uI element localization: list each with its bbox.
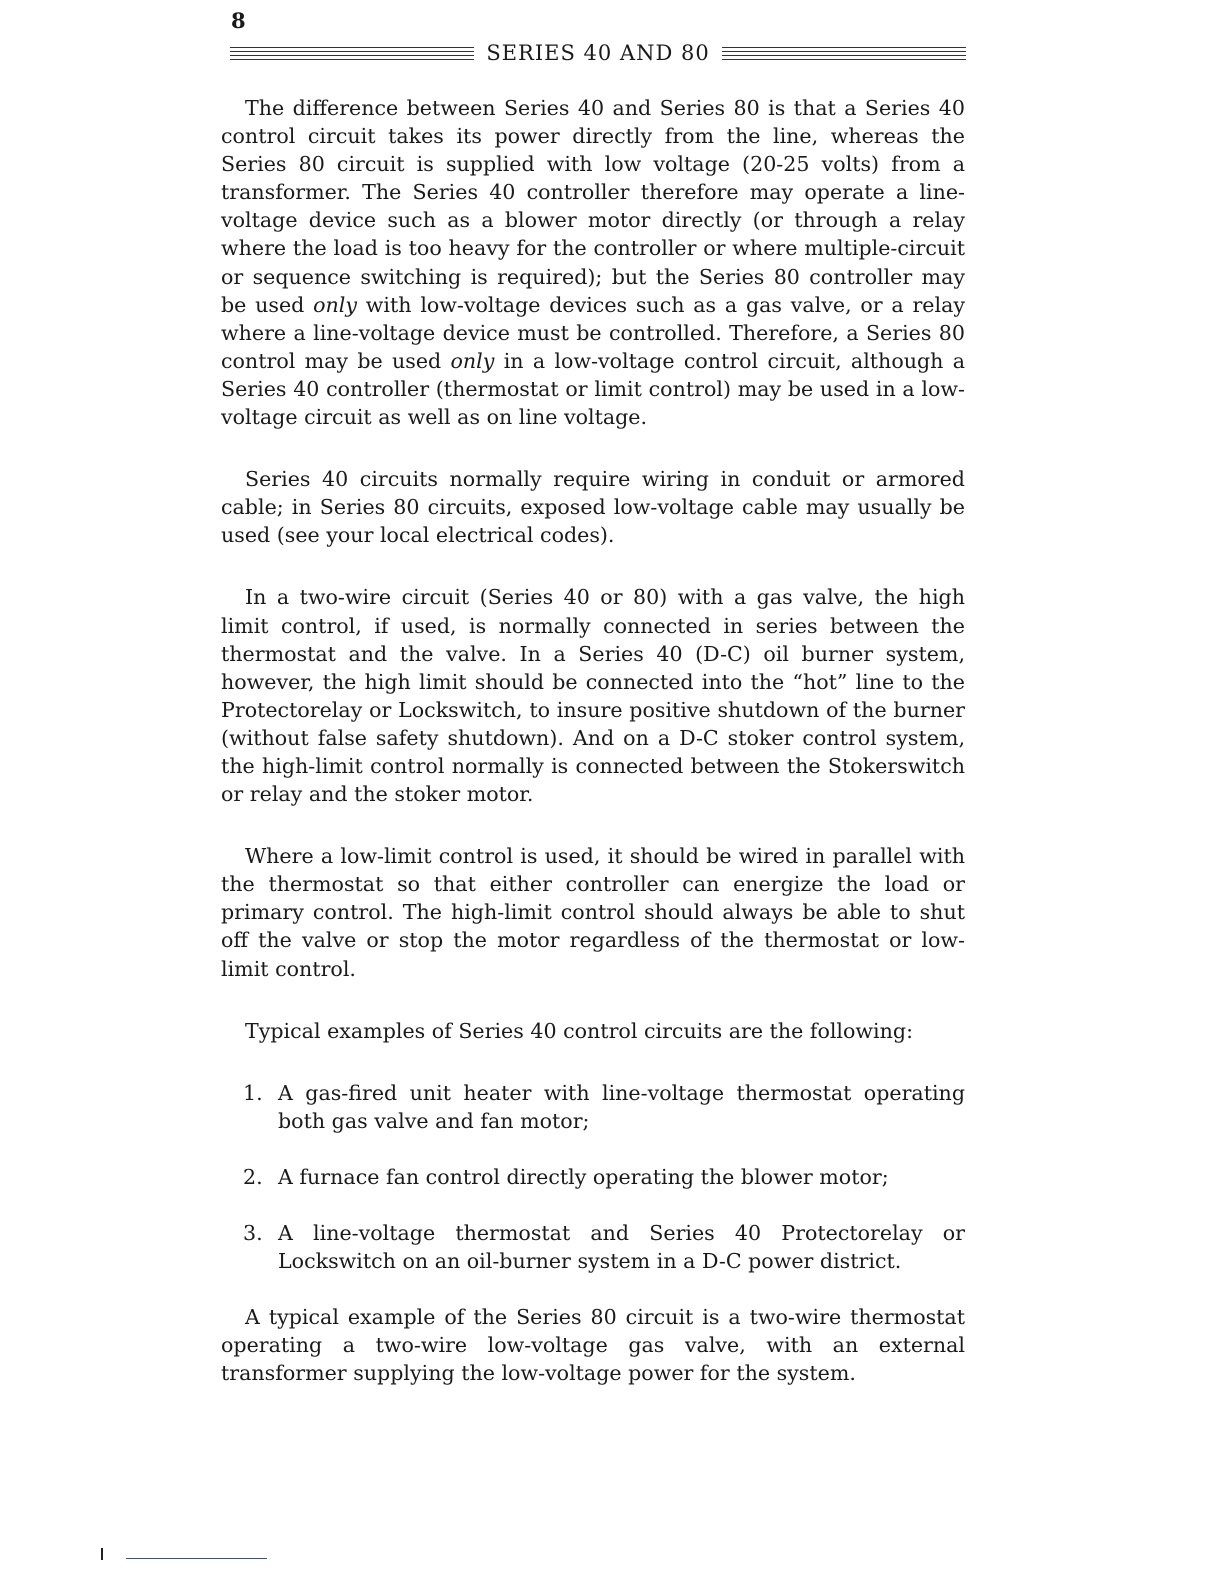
examples-list [221, 1079, 965, 1275]
list-number: 1. [243, 1080, 263, 1105]
footnote-rule [126, 1558, 267, 1559]
list-number: 3. [243, 1221, 263, 1245]
emphasis-only: only [313, 292, 358, 317]
body-text [221, 94, 965, 1387]
paragraph-series-80-example: A typical example of the Series 80 circuit is a two-wire thermostat operating a two-wire low-voltage gas valve, with an external transformer supplying the low-voltage power for the system. [221, 1305, 965, 1386]
scan-mark [101, 1548, 103, 1560]
paragraph-series-difference [221, 94, 965, 431]
header-rule-left [230, 46, 474, 60]
paragraph-text: The difference between Series 40 and Series 80 is that a Series 40 control circuit takes its power directly from the line, whereas the Series 80 circuit is supplied with low voltage (20-25 volts) from a transformer. The Series 40 controller therefore may operate a line-voltage device such as a blower motor directly (or through a relay where the load is too heavy for the controller or where multiple-circuit or sequence switching is required); but the Series 80 controller may be used [221, 96, 965, 317]
list-item [243, 1219, 965, 1275]
paragraph-text: in a low-voltage control circuit, although a Series 40 controller (thermostat or limit control) may be used in a low-voltage circuit as well as on line voltage. [221, 348, 965, 430]
emphasis-only: only [450, 348, 495, 373]
header-title: SERIES 40 AND 80 [486, 41, 710, 65]
paragraph-text: with low-voltage devices such as a gas valve, or a relay where a line-voltage device must be controlled. Therefore, a Series 80 control may be used [221, 292, 965, 373]
list-number: 2. [243, 1164, 263, 1189]
list-text: A furnace fan control directly operating the blower motor; [278, 1164, 889, 1189]
running-header [230, 38, 966, 68]
list-text: A gas-fired unit heater with line-voltage thermostat operating both gas valve and fan motor; [278, 1080, 965, 1133]
paragraph-two-wire-circuit: In a two-wire circuit (Series 40 or 80) with a gas valve, the high limit control, if used, is normally connected in series between the thermostat and the valve. In a Series 40 (D-C) oil burner system, however, the high limit should be connected into the “hot” line to the Protectorelay or Lockswitch, to insure positive shutdown of the burner (without false safety shutdown). And on a D-C stoker control system, the high-limit control normally is connected between the Stokerswitch or relay and the stoker motor. [221, 585, 965, 807]
page-number: 8 [231, 8, 246, 33]
header-rule-right [722, 46, 966, 60]
paragraph-examples-intro: Typical examples of Series 40 control circuits are the following: [245, 1018, 914, 1043]
list-item [243, 1163, 965, 1191]
list-text: A line-voltage thermostat and Series 40 Protectorelay or Lockswitch on an oil-burner system in a D-C power district. [278, 1221, 965, 1274]
paragraph-low-limit: Where a low-limit control is used, it should be wired in parallel with the thermostat so that either controller can energize the load or primary control. The high-limit control should always be able to shut off the valve or stop the motor regardless of the thermostat or low-limit control. [221, 844, 965, 981]
paragraph-wiring: Series 40 circuits normally require wiring in conduit or armored cable; in Series 80 circuits, exposed low-voltage cable may usually be used (see your local electrical codes). [221, 467, 965, 548]
list-item [243, 1079, 965, 1135]
